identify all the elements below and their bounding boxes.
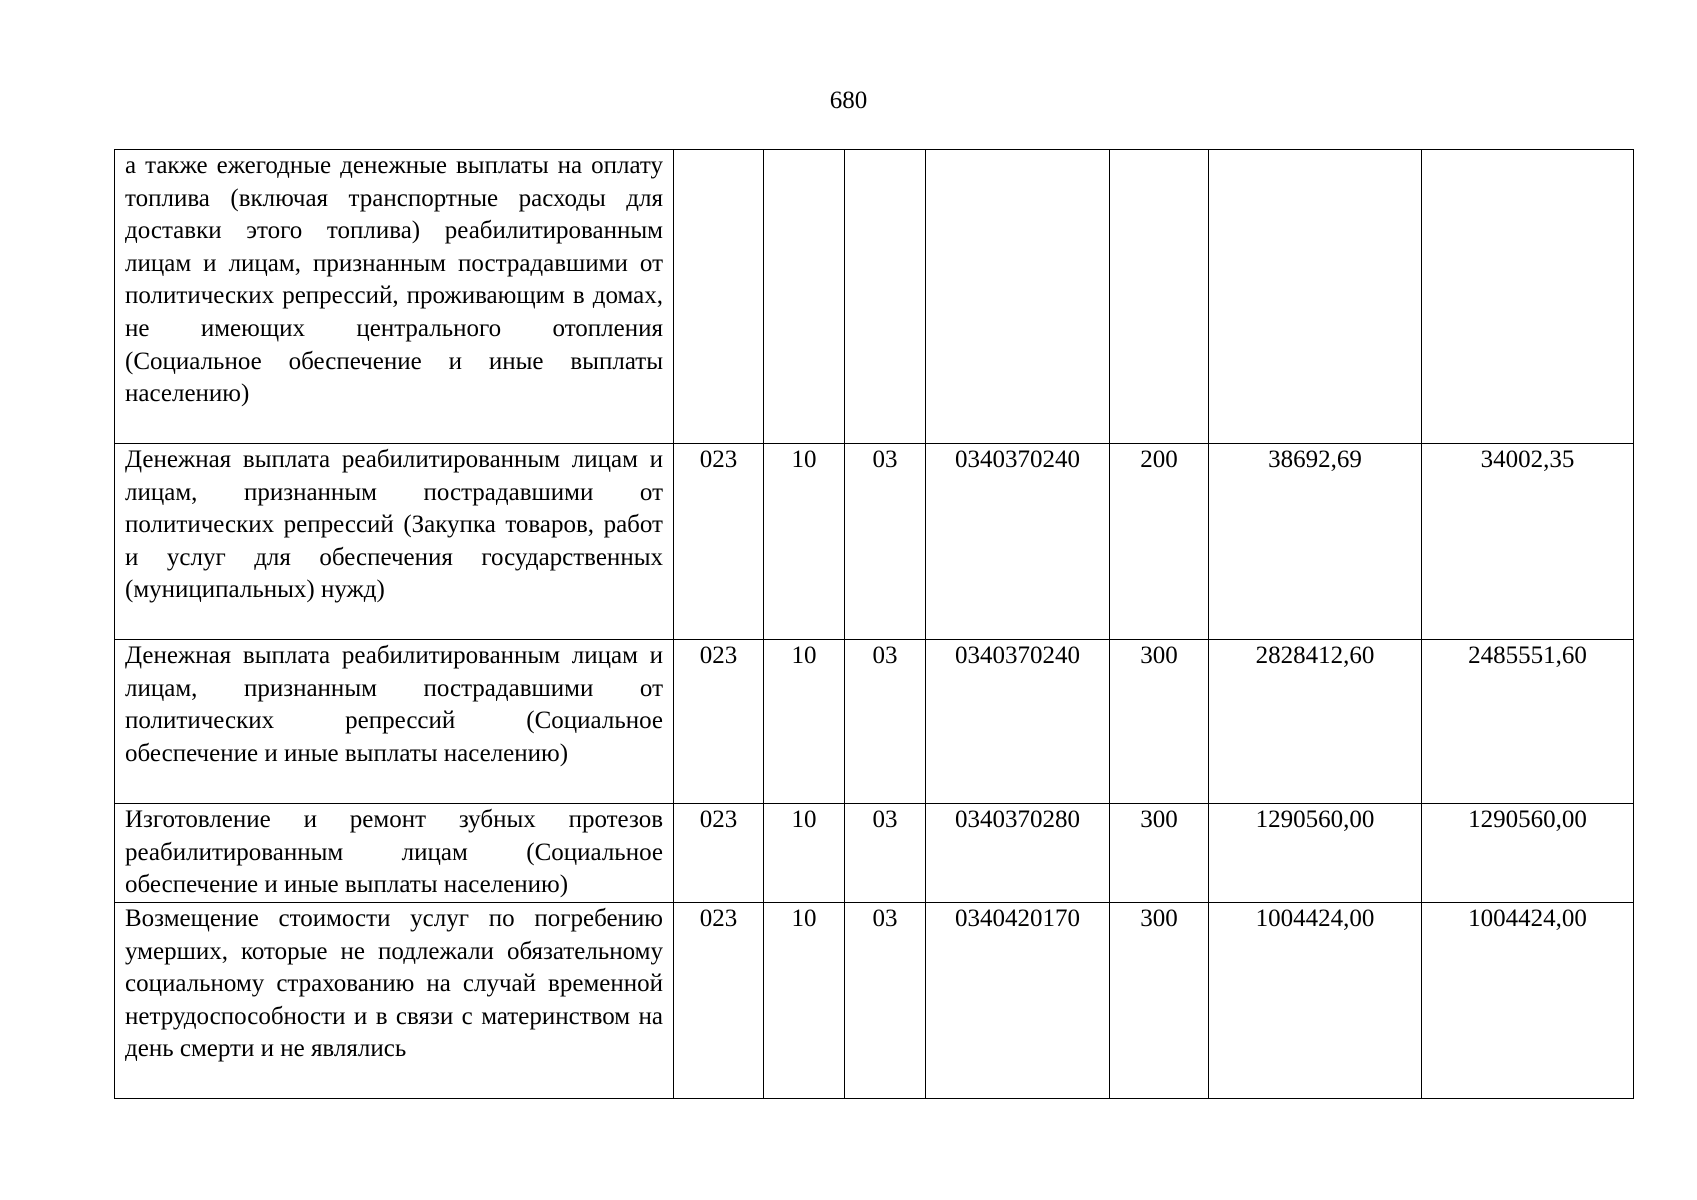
- row-description: Возмещение стоимости услуг по погребению умерших, которые не подлежали обязательному социальному страхованию на случай временной нетрудоспособности и в связи с материнством на день смерти и не являлись: [125, 905, 663, 1063]
- subsection-code: 03: [845, 903, 926, 1099]
- expense-type-code: 200: [1110, 444, 1209, 640]
- target-article-code: 0340420170: [926, 903, 1110, 1099]
- row-description-cell: [115, 640, 674, 804]
- target-article-code: 0340370240: [926, 640, 1110, 804]
- amount-1: 1290560,00: [1209, 804, 1422, 903]
- subsection-code: [845, 150, 926, 444]
- ministry-code: 023: [674, 444, 764, 640]
- budget-table: [114, 149, 1634, 1099]
- amount-2: 1290560,00: [1422, 804, 1634, 903]
- section-code: 10: [764, 444, 845, 640]
- target-article-code: 0340370280: [926, 804, 1110, 903]
- amount-1: [1209, 150, 1422, 444]
- table-row: [115, 903, 1634, 1099]
- subsection-code: 03: [845, 444, 926, 640]
- section-code: [764, 150, 845, 444]
- amount-2: 2485551,60: [1422, 640, 1634, 804]
- expense-type-code: 300: [1110, 903, 1209, 1099]
- table-row: [115, 640, 1634, 804]
- table-row: [115, 150, 1634, 444]
- subsection-code: 03: [845, 640, 926, 804]
- table-row: [115, 444, 1634, 640]
- expense-type-code: 300: [1110, 640, 1209, 804]
- section-code: 10: [764, 903, 845, 1099]
- expense-type-code: 300: [1110, 804, 1209, 903]
- amount-1: 1004424,00: [1209, 903, 1422, 1099]
- row-description-cell: [115, 150, 674, 444]
- ministry-code: 023: [674, 903, 764, 1099]
- amount-2: 34002,35: [1422, 444, 1634, 640]
- row-description: Изготовление и ремонт зубных протезов реабилитированным лицам (Социальное обеспечение и иные выплаты населению): [125, 806, 663, 899]
- row-description: Денежная выплата реабилитированным лицам и лицам, признанным пострадавшими от политических репрессий (Закупка товаров, работ и услуг для обеспечения государственных (муниципальных) нужд): [125, 446, 663, 604]
- table-row: [115, 804, 1634, 903]
- amount-1: 38692,69: [1209, 444, 1422, 640]
- ministry-code: 023: [674, 804, 764, 903]
- page-number: 680: [829, 87, 868, 114]
- target-article-code: 0340370240: [926, 444, 1110, 640]
- amount-1: 2828412,60: [1209, 640, 1422, 804]
- section-code: 10: [764, 804, 845, 903]
- target-article-code: [926, 150, 1110, 444]
- subsection-code: 03: [845, 804, 926, 903]
- amount-2: 1004424,00: [1422, 903, 1634, 1099]
- amount-2: [1422, 150, 1634, 444]
- section-code: 10: [764, 640, 845, 804]
- row-description-cell: [115, 444, 674, 640]
- expense-type-code: [1110, 150, 1209, 444]
- row-description: а также ежегодные денежные выплаты на оплату топлива (включая транспортные расходы для доставки этого топлива) реабилитированным лицам и лицам, признанным пострадавшими от политических репрессий, проживающим в домах, не имеющих центрального отопления (Социальное обеспечение и иные выплаты населению): [125, 152, 663, 408]
- ministry-code: [674, 150, 764, 444]
- row-description-cell: [115, 903, 674, 1099]
- ministry-code: 023: [674, 640, 764, 804]
- row-description-cell: [115, 804, 674, 903]
- row-description: Денежная выплата реабилитированным лицам и лицам, признанным пострадавшими от политических репрессий (Социальное обеспечение и иные выплаты населению): [125, 642, 663, 767]
